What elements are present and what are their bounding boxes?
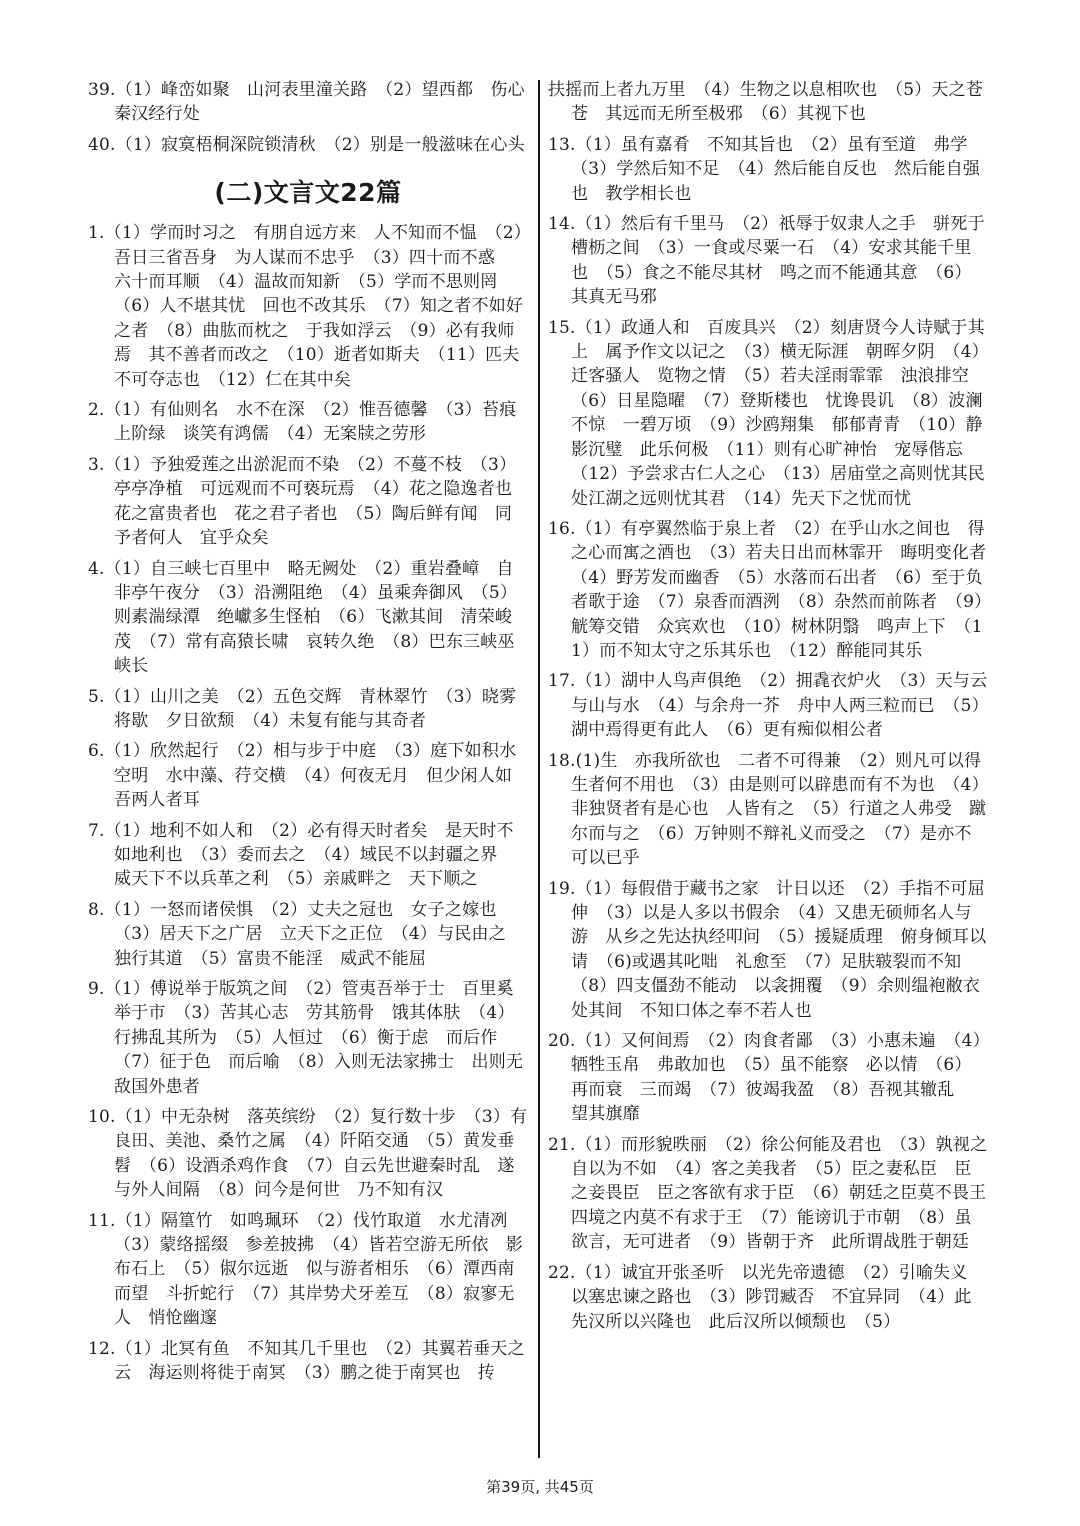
answer-entry: 40.（1）寂寞梧桐深院锁清秋 （2）别是一般滋味在心头 [88,134,525,155]
left-column [88,78,528,1392]
page-number: 第39页, 共45页 [486,1478,594,1496]
answer-entry: 22.（1）诚宜开张圣听 以光先帝遗德 （2）引喻失义 以塞忠谏之路也 （3）陟罚臧否 不宜异同 （4）此先汉所以兴隆也 此后汉所以倾颓也 （5） [548,1262,985,1332]
answer-entry: 4.（1）自三峡七百里中 略无阙处 （2）重岩叠嶂 自非亭午夜分 （3）沿溯阻绝 （4）虽乘奔御风 （5）则素湍绿潭 绝巘多生怪柏 （6）飞漱其间 清荣峻茂 （7）常有高猿长啸 哀转久绝 （8）巴东三峡巫峡长 [88,558,518,677]
answer-entry: 扶摇而上者九万里 （4）生物之以息相吹也 （5）天之苍苍 其远而无所至极邪 （6）其视下也 [548,80,984,125]
answer-entry: 11.（1）隔篁竹 如鸣珮环 （2）伐竹取道 水尤清冽 （3）蒙络摇缀 参差披拂 （4）皆若空游无所依 影布石上 （5）俶尔远逝 似与游者相乐 （6）潭西南而望 斗折蛇行 （7）其岸势犬牙差互 （8）寂寥无人 悄怆幽邃 [88,1210,525,1329]
answer-entry: 10.（1）中无杂树 落英缤纷 （2）复行数十步 （3）有良田、美池、桑竹之属 （4）阡陌交通 （5）黄发垂髫 （6）设酒杀鸡作食 （7）自云先世避秦时乱 遂与外人间隔 （8）问今是何世 乃不知有汉 [88,1107,528,1201]
answer-entry: 19.（1）每假借于藏书之家 计日以还 （2）手指不可屈伸 （3）以是人多以书假余 （4）又患无硕师名人与游 从乡之先达执经叩问 （5）援疑质理 俯身倾耳以请 （6)或遇其叱咄 礼愈至 （7）足肤皲裂而不知 （8）四支僵劲不能动 以衾拥覆 （9）余则缊袍敝衣处其间 不知口体之奉不若人也 [548,878,987,1021]
answer-entry: 14.（1）然后有千里马 （2）祇辱于奴隶人之手 骈死于槽枥之间 （3）一食或尽粟一石 （4）安求其能千里也 （5）食之不能尽其材 鸣之而不能通其意 （6）其真无马邪 [548,214,985,308]
answer-entry: 2.（1）有仙则名 水不在深 （2）惟吾德馨 （3）苔痕上阶绿 谈笑有鸿儒 （4）无案牍之劳形 [88,400,517,445]
answer-entry: 3.（1）予独爱莲之出淤泥而不染 （2）不蔓不枝 （3）亭亭净植 可远观而不可亵玩焉 （4）花之隐逸者也 花之富贵者也 花之君子者也 （5）陶后鲜有闻 同予者何人 宜乎众矣 [88,454,530,549]
answer-entry: 9.（1）傅说举于版筑之间 （2）管夷吾举于士 百里奚举于市 （3）苦其心志 劳其筋骨 饿其体肤 （4）行拂乱其所为 （5）人恒过 （6）衡于虑 而后作 （7）征于色 而后喻 （8）入则无法家拂士 出则无敌国外患者 [88,979,524,1097]
answer-entry: 15.（1）政通人和 百废具兴 （2）刻唐贤今人诗赋于其上 属予作文以记之 （3）横无际涯 朝晖夕阴 （4）迁客骚人 览物之情 （5）若夫淫雨霏霏 浊浪排空 （6）日星隐曜 （7）登斯楼也 忧谗畏讥 （8）波澜不惊 一碧万顷 （9）沙鸥翔集 郁郁青青 （10）静影沉璧 此乐何极 （11）则有心旷神怡 宠辱偕忘 （12）予尝求古仁人之心 （13）居庙堂之高则忧其民 处江湖之远则忧其君 （14）先天下之忧而忧 [548,317,1003,509]
answer-entry: 5.（1）山川之美 （2）五色交辉 青林翠竹 （3）晓雾将歇 夕日欲颓 （4）未复有能与其奇者 [88,686,517,731]
answer-entry: 7.（1）地利不如人和 （2）必有得天时者矣 是天时不如地利也 （3）委而去之 （4）域民不以封疆之界 威天下不以兵革之利 （5）亲戚畔之 天下顺之 [88,820,515,890]
answer-entry: 12.（1）北冥有鱼 不知其几千里也 （2）其翼若垂天之云 海运则将徙于南冥 （3）鹏之徙于南冥也 抟 [88,1338,525,1384]
answer-entry: 20.（1）又何间焉 （2）肉食者鄙 （3）小惠未遍 （4）牺牲玉帛 弗敢加也 （5）虽不能察 必以情 （6）再而衰 三而竭 （7）彼竭我盈 （8）吾视其辙乱 望其旗靡 [548,1031,982,1125]
right-column [548,78,1005,1340]
answer-entry: 21.（1）而形貌昳丽 （2）徐公何能及君也 （3）孰视之 自以为不如 （4）客之美我者 （5）臣之妻私臣 臣之妾畏臣 臣之客欲有求于臣 （6）朝廷之臣莫不畏王 四境之内莫不有求于王 （7）能谤讥于市朝 （8）虽欲言，无可进者 （9）皆朝于齐 此所谓战胜于朝廷 [548,1134,1005,1253]
answer-entry: 13.（1）虽有嘉肴 不知其旨也 （2）虽有至道 弗学 （3）学然后知不足 （4）然后能自反也 然后能自强也 教学相长也 [548,134,985,204]
answer-entry: 17.（1）湖中人鸟声俱绝 （2）拥毳衣炉火 （3）天与云与山与水 （4）与余舟一芥 舟中人两三粒而已 （5）湖中焉得更有此人 （6）更有痴似相公者 [548,671,988,741]
answer-entry: 39.（1）峰峦如聚 山河表里潼关路 （2）望西都 伤心秦汉经行处 [88,80,525,125]
answer-entry: 6.（1）欣然起行 （2）相与步于中庭 （3）庭下如积水空明 水中藻、荇交横 （4）何夜无月 但少闲人如吾两人者耳 [88,741,517,811]
answer-entry: 1.（1）学而时习之 有朋自远方来 人不知而不愠 （2）吾日三省吾身 为人谋而不忠乎 （3）四十而不惑 六十而耳顺 （4）温故而知新 （5）学而不思则罔 （6）人不堪其忧 回也不改其乐 （7）知之者不如好之者 （8）曲肱而枕之 于我如浮云 （9）必有我师焉 其不善者而改之 （10）逝者如斯夫 （11）匹夫不可夺志也 （12）仁在其中矣 [88,223,524,390]
answer-entry: 16.（1）有亭翼然临于泉上者 （2）在乎山水之间也 得之心而寓之酒也 （3）若夫日出而林霏开 晦明变化者 （4）野芳发而幽香 （5）水落而石出者 （6）至于负者歌于途 （7）泉香而酒洌 （8）杂然而前陈者 （9）觥筹交错 众宾欢也 （10）树林阴翳 鸣声上下 （11）而不知太守之乐其乐也 （12）醉能同其乐 [548,518,1004,661]
answer-entry: 18.(1)生 亦我所欲也 二者不可得兼 （2）则凡可以得生者何不用也 （3）由是则可以辟患而有不为也 （4）非独贤者有是心也 人皆有之 （5）行道之人弗受 蹴尔而与之 （6）万钟则不辩礼义而受之 （7）是亦不可以已乎 [548,750,987,869]
section-title: (二)文言文22篇 [214,178,402,208]
column-divider [538,80,540,1458]
answer-entry: 8.（1）一怒而诸侯惧 （2）丈夫之冠也 女子之嫁也 （3）居天下之广居 立天下之正位 （4）与民由之 独行其道 （5）富贵不能淫 威武不能屈 [88,899,524,969]
